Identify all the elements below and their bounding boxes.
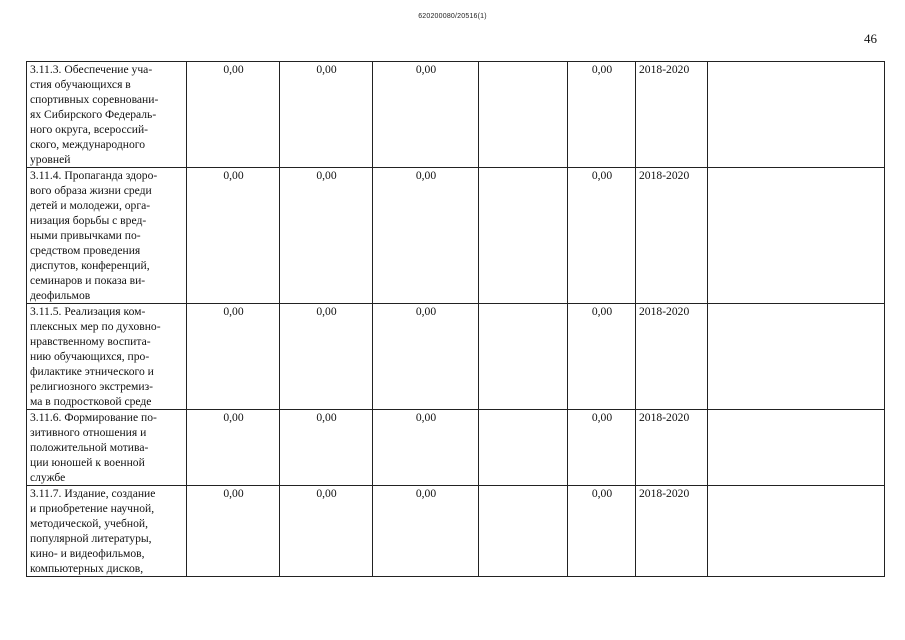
amount-cell: 0,00 [373, 62, 479, 168]
period-cell: 2018-2020 [636, 486, 708, 577]
page-number: 46 [864, 31, 877, 46]
amount-cell [479, 304, 568, 410]
activity-description: 3.11.7. Издание, создание и приобретение научной, методической, учебной, популярной литературы, кино- и видеофильмов, компьютерных дисков, [27, 486, 187, 577]
amount-cell [479, 168, 568, 304]
amount-cell: 0,00 [187, 168, 280, 304]
amount-cell [479, 486, 568, 577]
note-cell [708, 486, 885, 577]
amount-cell: 0,00 [187, 304, 280, 410]
note-cell [708, 410, 885, 486]
note-cell [708, 304, 885, 410]
table-row [27, 304, 885, 410]
amount-cell: 0,00 [280, 410, 373, 486]
amount-cell: 0,00 [568, 62, 636, 168]
amount-cell: 0,00 [280, 62, 373, 168]
note-cell [708, 62, 885, 168]
activity-description: 3.11.6. Формирование по- зитивного отношения и положительной мотива- ции юношей к военной службе [27, 410, 187, 486]
amount-cell: 0,00 [373, 486, 479, 577]
period-cell: 2018-2020 [636, 410, 708, 486]
amount-cell: 0,00 [568, 410, 636, 486]
amount-cell: 0,00 [187, 486, 280, 577]
amount-cell: 0,00 [280, 304, 373, 410]
amount-cell [479, 62, 568, 168]
amount-cell: 0,00 [187, 410, 280, 486]
amount-cell [479, 410, 568, 486]
period-cell: 2018-2020 [636, 62, 708, 168]
table-row [27, 410, 885, 486]
amount-cell: 0,00 [187, 62, 280, 168]
document-id: 620200080/20516(1) [418, 13, 487, 20]
amount-cell: 0,00 [373, 168, 479, 304]
period-cell: 2018-2020 [636, 168, 708, 304]
period-cell: 2018-2020 [636, 304, 708, 410]
amount-cell: 0,00 [280, 486, 373, 577]
table-row [27, 486, 885, 577]
table-row [27, 62, 885, 168]
table-row [27, 168, 885, 304]
note-cell [708, 168, 885, 304]
amount-cell: 0,00 [373, 410, 479, 486]
activity-description: 3.11.3. Обеспечение уча- стия обучающихся в спортивных соревновани- ях Сибирского Федераль- ного округа, всероссий- ского, международного уровней [27, 62, 187, 168]
amount-cell: 0,00 [568, 486, 636, 577]
amount-cell: 0,00 [568, 168, 636, 304]
activity-description: 3.11.4. Пропаганда здоро- вого образа жизни среди детей и молодежи, орга- низация борьбы с вред- ными привычками по- средством проведения диспутов, конференций, семинаров и показа ви- деофильмов [27, 168, 187, 304]
program-activities-table [26, 61, 885, 577]
amount-cell: 0,00 [280, 168, 373, 304]
amount-cell: 0,00 [373, 304, 479, 410]
activity-description: 3.11.5. Реализация ком- плексных мер по духовно- нравственному воспита- нию обучающихся, про- филактике этнического и религиозного экстремиз- ма в подростковой среде [27, 304, 187, 410]
amount-cell: 0,00 [568, 304, 636, 410]
